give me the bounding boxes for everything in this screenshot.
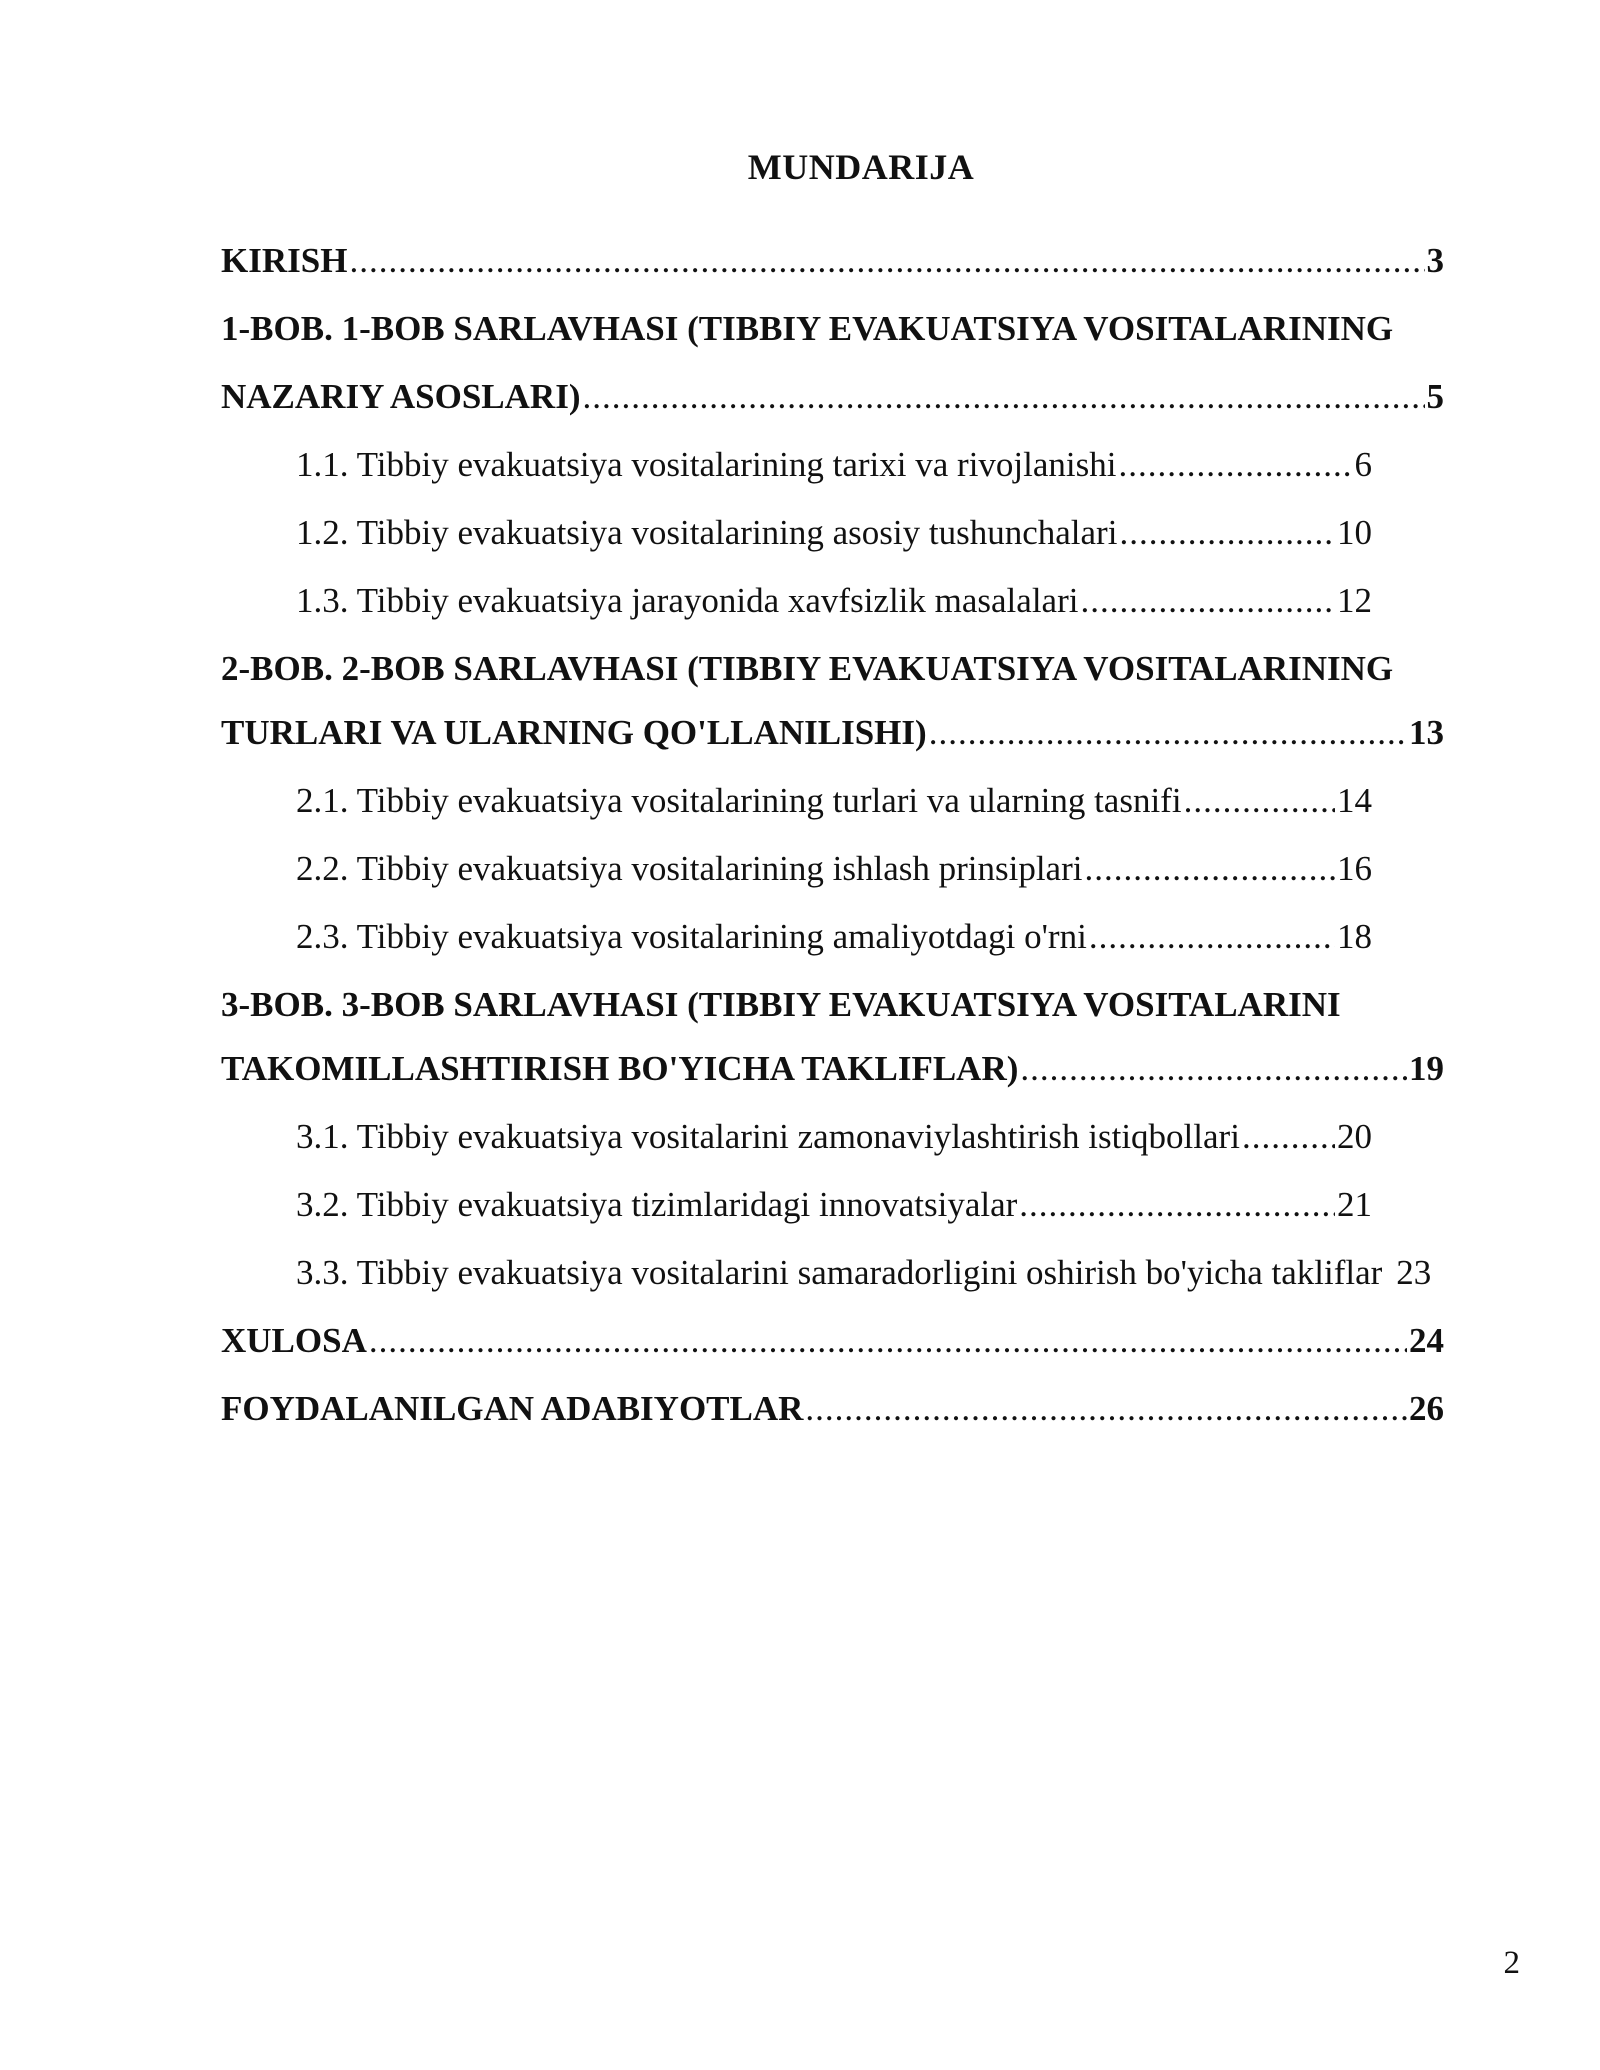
dot-leader [369, 1319, 1407, 1363]
toc-entry-label: TAKOMILLASHTIRISH BO'YICHA TAKLIFLAR) [221, 1049, 1019, 1088]
toc-entry-section-2-3[interactable] [296, 915, 1372, 959]
toc-entry-section-3-2[interactable] [296, 1183, 1372, 1227]
dot-leader [1080, 579, 1335, 623]
dot-leader [1084, 847, 1335, 891]
toc-entry-chapter2[interactable] [221, 711, 1444, 755]
toc-entry-page: 13 [1409, 713, 1444, 752]
toc-entry-label: 2.1. Tibbiy evakuatsiya vositalarining turlari va ularning tasnifi [296, 781, 1182, 820]
toc-entry-page: 24 [1409, 1321, 1444, 1360]
toc-entry-label: 3.3. Tibbiy evakuatsiya vositalarini samaradorligini oshirish bo'yicha takliflar [296, 1253, 1383, 1292]
dot-leader [349, 239, 1424, 283]
toc-chapter1-title-line1[interactable]: 1-BOB. 1-BOB SARLAVHASI (TIBBIY EVAKUATSIYA VOSITALARINING [221, 309, 1394, 348]
toc-entry-page: 26 [1409, 1389, 1444, 1428]
dot-leader [929, 711, 1407, 755]
toc-entry-section-3-3[interactable] [296, 1251, 1482, 1295]
toc-entry-page: 6 [1354, 445, 1372, 484]
dot-leader [1119, 511, 1335, 555]
toc-entry-label: 1.3. Tibbiy evakuatsiya jarayonida xavfsizlik masalalari [296, 581, 1079, 620]
toc-entry-page: 21 [1337, 1185, 1372, 1224]
toc-entry-label: 3.1. Tibbiy evakuatsiya vositalarini zamonaviylashtirish istiqbollari [296, 1117, 1240, 1156]
toc-entry-label: 1.2. Tibbiy evakuatsiya vositalarining asosiy tushunchalari [296, 513, 1118, 552]
toc-entry-page: 23 [1396, 1253, 1432, 1292]
toc-entry-page: 19 [1409, 1049, 1444, 1088]
toc-entry-chapter1[interactable] [221, 375, 1444, 419]
toc-entry-label: 1.1. Tibbiy evakuatsiya vositalarining tarixi va rivojlanishi [296, 445, 1117, 484]
toc-entry-page: 14 [1337, 781, 1372, 820]
toc-entry-label: 2.2. Tibbiy evakuatsiya vositalarining ishlash prinsiplari [296, 849, 1083, 888]
toc-entry-label: NAZARIY ASOSLARI) [221, 377, 581, 416]
toc-entry-section-1-2[interactable] [296, 511, 1372, 555]
toc-chapter2-title-line1[interactable]: 2-BOB. 2-BOB SARLAVHASI (TIBBIY EVAKUATSIYA VOSITALARINING [221, 649, 1394, 688]
dot-leader [582, 375, 1424, 419]
toc-entry-section-3-1[interactable] [296, 1115, 1372, 1159]
dot-leader [805, 1387, 1407, 1431]
toc-entry-page: 18 [1337, 917, 1372, 956]
toc-entry-page: 16 [1337, 849, 1372, 888]
toc-entry-label: 2.3. Tibbiy evakuatsiya vositalarining amaliyotdagi o'rni [296, 917, 1087, 956]
toc-chapter3-title-line1[interactable]: 3-BOB. 3-BOB SARLAVHASI (TIBBIY EVAKUATSIYA VOSITALARINI [221, 985, 1341, 1024]
toc-entry-page: 20 [1337, 1117, 1372, 1156]
dot-leader [1118, 443, 1352, 487]
toc-entry-label: XULOSA [221, 1321, 367, 1360]
toc-entry-references[interactable] [221, 1387, 1444, 1431]
toc-entry-chapter3[interactable] [221, 1047, 1444, 1091]
dot-leader [1089, 915, 1335, 959]
toc-entry-intro[interactable] [221, 239, 1444, 283]
dot-leader [1019, 1183, 1335, 1227]
dot-leader [1184, 779, 1335, 823]
dot-leader [1242, 1115, 1335, 1159]
toc-entry-page: 3 [1426, 241, 1444, 280]
toc-entry-page: 12 [1337, 581, 1372, 620]
toc-entry-label: 3.2. Tibbiy evakuatsiya tizimlaridagi innovatsiyalar [296, 1185, 1018, 1224]
toc-entry-section-2-1[interactable] [296, 779, 1372, 823]
toc-entry-section-1-1[interactable] [296, 443, 1372, 487]
toc-entry-label: TURLARI VA ULARNING QO'LLANILISHI) [221, 713, 927, 752]
toc-entry-conclusion[interactable] [221, 1319, 1444, 1363]
toc-entry-page: 10 [1337, 513, 1372, 552]
toc-entry-page: 5 [1426, 377, 1444, 416]
toc-entry-section-2-2[interactable] [296, 847, 1372, 891]
toc-entry-label: FOYDALANILGAN ADABIYOTLAR [221, 1389, 804, 1428]
page-number: 2 [1503, 1945, 1520, 1981]
dot-leader [1020, 1047, 1407, 1091]
toc-entry-section-1-3[interactable] [296, 579, 1372, 623]
page-title: MUNDARIJA [747, 147, 975, 187]
toc-entry-label: KIRISH [221, 241, 348, 280]
